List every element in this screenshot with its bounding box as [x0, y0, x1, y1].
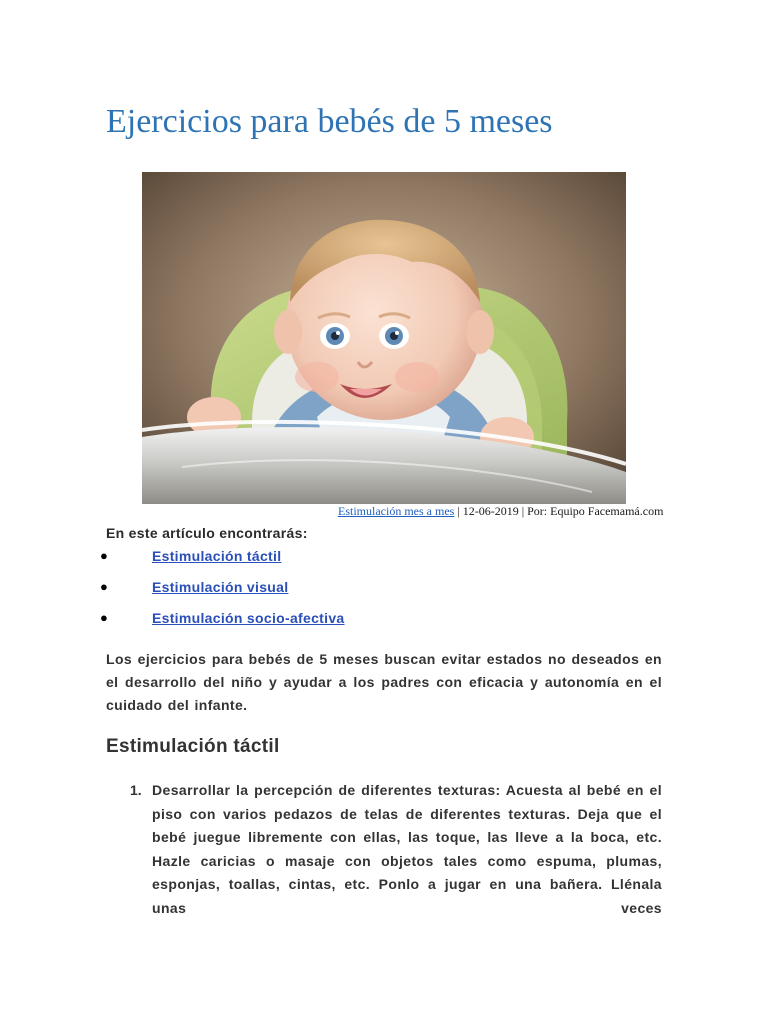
- exercise-text: Desarrollar la percepción de diferentes texturas: Acuesta al bebé en el piso con varios pedazos de telas de diferentes texturas. Deja que el bebé juegue libremente con ellas, las toque, las lleve a la boca, etc. Hazle caricias o masaje con objetos tales como espuma, plumas, esponjas, toallas, cintas, etc. Ponlo a jugar en una bañera. Llénala unas veces: [152, 782, 662, 916]
- bullet-icon: ●: [100, 610, 108, 625]
- section-heading-tactil: Estimulación táctil: [106, 736, 280, 757]
- toc-link-estimulacion-socio-afectiva[interactable]: Estimulación socio-afectiva: [152, 610, 345, 626]
- bullet-icon: ●: [100, 579, 108, 594]
- exercise-list: [130, 779, 662, 921]
- toc-heading: En este artículo encontrarás:: [106, 525, 308, 541]
- exercise-item: [130, 779, 662, 921]
- bullet-icon: ●: [100, 548, 108, 563]
- article-meta-caption: [338, 504, 663, 518]
- exercise-number: 1.: [130, 782, 142, 798]
- baby-photo-illustration: [142, 172, 626, 504]
- toc-link-estimulacion-visual[interactable]: Estimulación visual: [152, 579, 289, 595]
- intro-paragraph: Los ejercicios para bebés de 5 meses buscan evitar estados no deseados en el desarrollo del niño y ayudar a los padres con eficacia y autonomía en el cuidado del infante.: [106, 651, 662, 713]
- date-author-text: | 12-06-2019 | Por: Equipo Facemamá.com: [454, 504, 664, 518]
- baby-photo: [142, 172, 626, 504]
- category-link[interactable]: Estimulación mes a mes: [338, 504, 455, 518]
- toc-link-estimulacion-tactil[interactable]: Estimulación táctil: [152, 548, 282, 564]
- article-title: Ejercicios para bebés de 5 meses: [106, 103, 553, 140]
